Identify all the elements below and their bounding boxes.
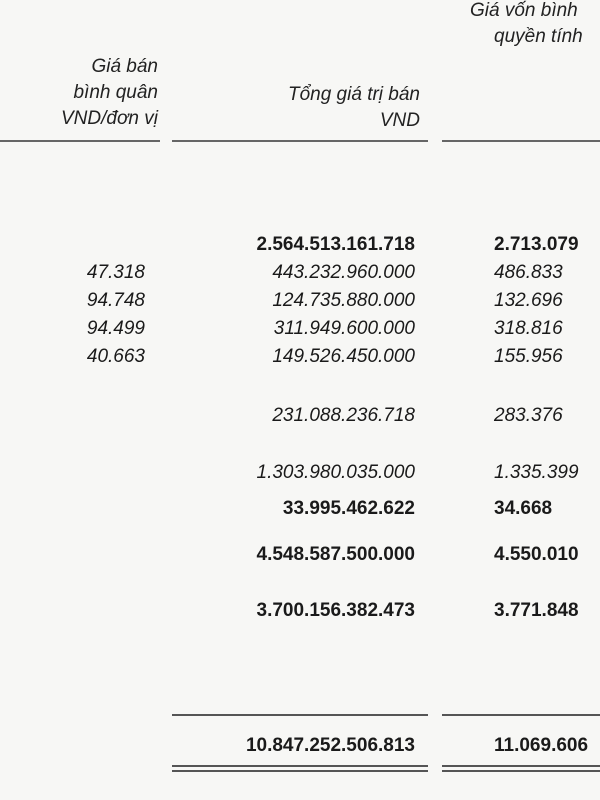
total-sales-cell: 149.526.450.000	[272, 346, 415, 367]
avg-price-cell: 47.318	[86, 262, 145, 283]
header-avg-price	[61, 54, 158, 132]
subtotal-rule-col2	[172, 714, 428, 716]
table-row	[0, 402, 600, 430]
cost-price-cell: 318.816	[494, 318, 563, 339]
table-row	[0, 259, 600, 287]
header-avg-price-line-3: VND/đơn vị	[60, 108, 158, 129]
double-rule-col3-top	[442, 765, 600, 767]
header-underline-col2	[172, 140, 428, 142]
avg-price-cell: 94.499	[86, 318, 145, 339]
total-sales-cell: 2.564.513.161.718	[256, 234, 415, 255]
header-avg-price-line-1: Giá bán	[91, 56, 158, 77]
subtotal-rule-col3	[442, 714, 600, 716]
table-row	[0, 459, 600, 487]
cost-price-cell: 155.956	[494, 346, 563, 367]
total-sales-cell: 124.735.880.000	[272, 290, 415, 311]
total-sales-cell: 311.949.600.000	[273, 318, 415, 339]
double-rule-col3-bottom	[442, 770, 600, 772]
total-sales-cell: 231.088.236.718	[272, 405, 415, 426]
cost-price-cell: 1.335.399	[494, 462, 579, 483]
cost-price-cell: 3.771.848	[494, 600, 579, 621]
cost-price-cell: 4.550.010	[494, 544, 579, 565]
total-sales-sum: 10.847.252.506.813	[245, 735, 415, 756]
table-row	[0, 343, 600, 371]
total-sales-cell: 3.700.156.382.473	[256, 600, 415, 621]
header-underline-col3	[442, 140, 600, 142]
table-row	[0, 315, 600, 343]
header-cost-price	[470, 0, 583, 50]
cost-price-cell: 34.668	[494, 498, 553, 519]
header-cost-price-line-2: quyền tính	[494, 26, 583, 47]
header-total-sales	[288, 82, 420, 134]
cost-price-cell: 486.833	[494, 262, 563, 283]
total-sales-cell: 4.548.587.500.000	[256, 544, 415, 565]
table-row	[0, 541, 600, 569]
table-row	[0, 287, 600, 315]
avg-price-cell: 94.748	[86, 290, 145, 311]
table-row	[0, 597, 600, 625]
cost-price-cell: 283.376	[494, 405, 563, 426]
avg-price-cell: 40.663	[86, 346, 145, 367]
double-rule-col2-top	[172, 765, 428, 767]
header-cost-price-line-1: Giá vốn bình	[470, 0, 578, 21]
header-avg-price-line-2: bình quân	[73, 82, 158, 103]
double-rule-col2-bottom	[172, 770, 428, 772]
header-total-sales-line-2: VND	[379, 110, 420, 131]
cost-price-sum: 11.069.606	[494, 735, 589, 756]
header-total-sales-line-1: Tổng giá trị bán	[287, 84, 420, 105]
header-underline-col1	[0, 140, 160, 142]
cost-price-cell: 2.713.079	[494, 234, 579, 255]
total-sales-cell: 1.303.980.035.000	[256, 462, 415, 483]
table-row	[0, 495, 600, 523]
total-row	[0, 732, 600, 760]
cost-price-cell: 132.696	[494, 290, 563, 311]
table-row	[0, 231, 600, 259]
total-sales-cell: 33.995.462.622	[282, 498, 415, 519]
total-sales-cell: 443.232.960.000	[272, 262, 415, 283]
